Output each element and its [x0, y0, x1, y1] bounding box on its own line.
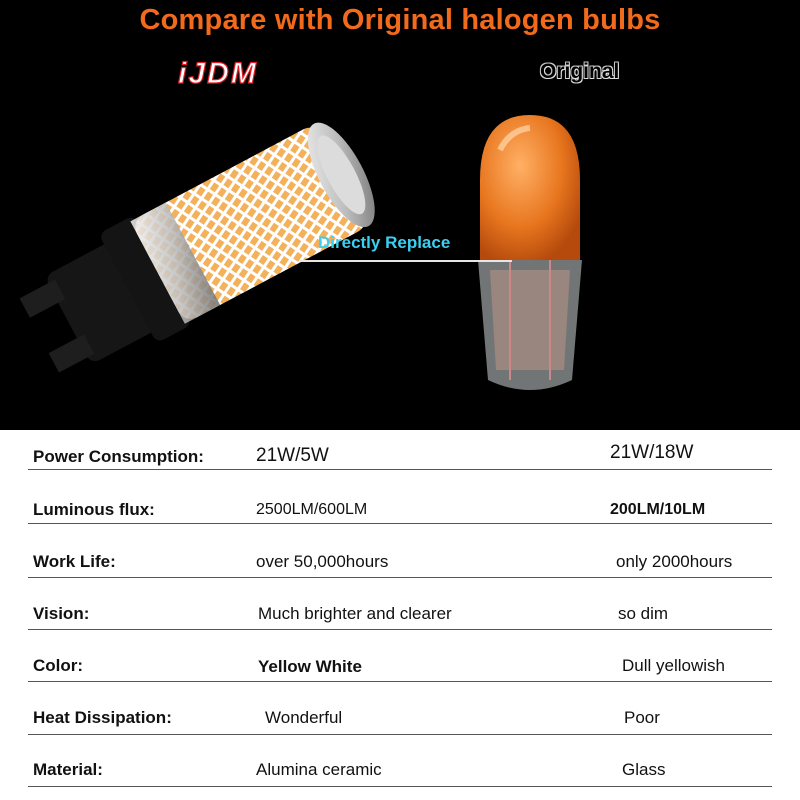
row-label: Vision: — [33, 604, 90, 623]
row-color — [0, 638, 800, 690]
row-label: Luminous flux: — [33, 500, 155, 519]
original-value: Glass — [622, 760, 666, 779]
row-material — [0, 742, 800, 794]
comparison-table — [0, 430, 800, 800]
row-divider — [28, 786, 772, 787]
row-heat-dissipation — [0, 690, 800, 742]
row-label: Heat Dissipation: — [33, 708, 172, 727]
led-value: Yellow White — [258, 657, 362, 676]
original-value: Dull yellowish — [622, 656, 725, 675]
row-work-life — [0, 534, 800, 586]
row-divider — [28, 734, 772, 735]
original-value: Poor — [624, 708, 660, 727]
original-value: so dim — [618, 604, 669, 623]
led-value: Alumina ceramic — [256, 760, 382, 779]
original-value: only 2000hours — [616, 552, 733, 571]
original-label: Original — [540, 60, 620, 83]
row-luminous-flux — [0, 482, 800, 534]
row-divider — [28, 523, 772, 524]
original-value: 21W/18W — [610, 442, 694, 463]
led-value: 2500LM/600LM — [256, 501, 368, 518]
row-label: Material: — [33, 760, 103, 779]
original-value: 200LM/10LM — [610, 501, 706, 518]
row-label: Work Life: — [33, 552, 116, 571]
replace-divider — [300, 260, 512, 262]
led-value: over 50,000hours — [256, 552, 389, 571]
row-power-consumption — [0, 430, 800, 482]
row-divider — [28, 681, 772, 682]
led-value: 21W/5W — [256, 445, 329, 466]
row-divider — [28, 629, 772, 630]
directly-replace-label: Directly Replace — [318, 233, 451, 252]
page-title: Compare with Original halogen bulbs — [139, 4, 661, 36]
led-value: Wonderful — [265, 708, 343, 727]
row-divider — [28, 469, 772, 470]
row-label: Power Consumption: — [33, 447, 204, 466]
led-value: Much brighter and clearer — [258, 604, 452, 623]
svg-text:iJDM: iJDM — [178, 57, 258, 90]
row-label: Color: — [33, 656, 84, 675]
row-vision — [0, 586, 800, 638]
row-divider — [28, 577, 772, 578]
